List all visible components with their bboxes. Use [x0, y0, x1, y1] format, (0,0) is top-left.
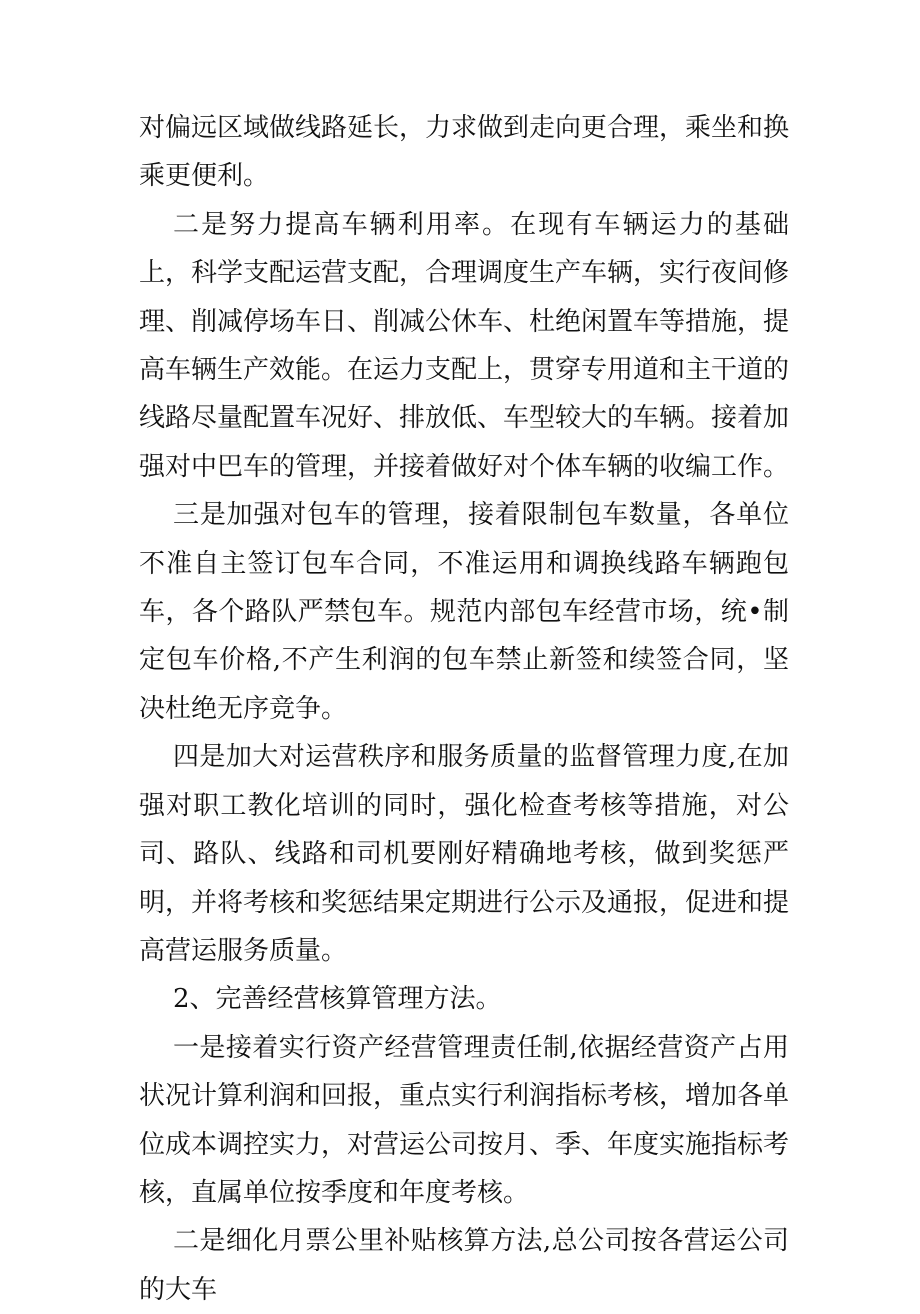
- paragraph-1: 对偏远区域做线路延长，力求做到走向更合理，乘坐和换乘更便利。: [139, 113, 790, 192]
- paragraph-3: 三是加强对包车的管理，接着限制包车数量，各单位不准自主签订包车合同，不准运用和调换线路车辆跑包车，各个路队严禁包车。规范内部包车经营市场，统•制定包车价格,不产生利润的包车禁止新签和续签合同，坚决杜绝无序竞争。: [139, 500, 789, 724]
- paragraph-6: 二是细化月票公里补贴核算方法,总公司按各营运公司的大车: [139, 1226, 789, 1305]
- paragraph-5: 一是接着实行资产经营管理责任制,依据经营资产占用状况计算利润和回报，重点实行利润指标考核，增加各单位成本调控实力，对营运公司按月、季、年度实施指标考核，直属单位按季度和年度考核。: [139, 1032, 790, 1208]
- body-text: [139, 104, 789, 1314]
- paragraph-2: 二是努力提高车辆利用率。在现有车辆运力的基础上，科学支配运营支配，合理调度生产车辆，实行夜间修理、削减停场车日、削减公休车、杜绝闲置车等措施，提高车辆生产效能。在运力支配上，贯穿专用道和主干道的线路尽量配置车况好、排放低、车型较大的车辆。接着加强对中巴车的管理，并接着做好对个体车辆的收编工作。: [139, 209, 790, 482]
- paragraph-4: 四是加大对运营秩序和服务质量的监督管理力度,在加强对职工教化培训的同时，强化检查考核等措施，对公司、路队、线路和司机要刚好精确地考核，做到奖惩严明，并将考核和奖惩结果定期进行公示及通报，促进和提高营运服务质量。: [139, 742, 790, 966]
- section-heading: 2、完善经营核算管理方法。: [173, 984, 502, 1015]
